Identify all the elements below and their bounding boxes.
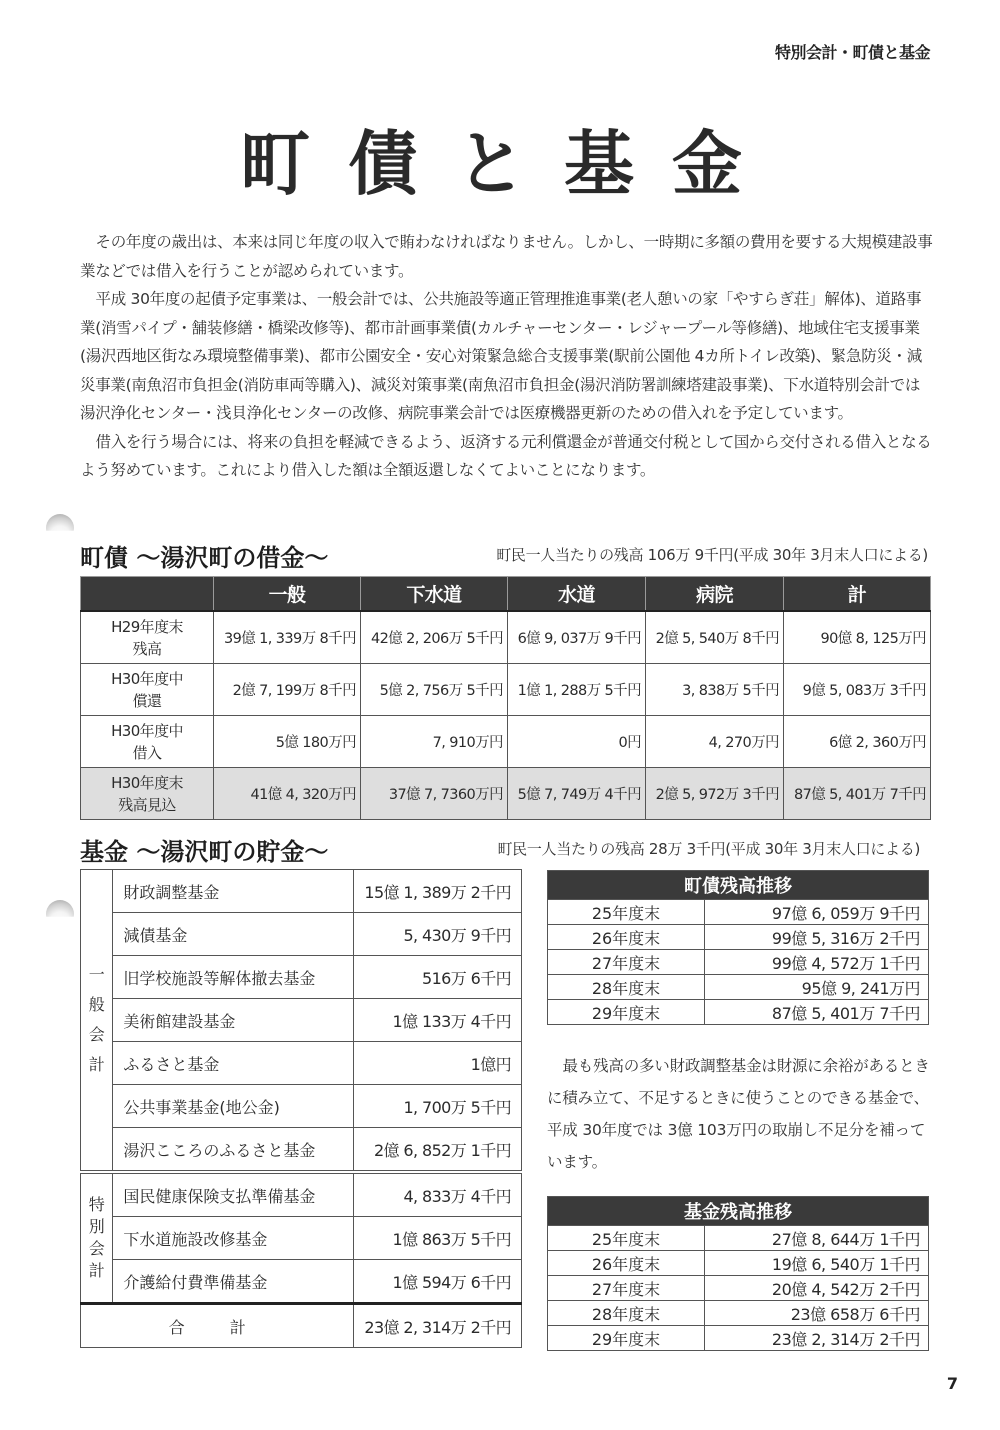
table-row: [81, 1217, 522, 1260]
running-head: 特別会計・町債と基金: [774, 43, 930, 62]
page-title: 町債と基金: [240, 123, 780, 205]
table-row: [81, 999, 522, 1042]
year-cell: 26年度末: [548, 925, 705, 950]
debt-table-header: [81, 577, 931, 612]
fund-name: 美術館建設基金: [113, 999, 354, 1042]
group-label: 特 別 会 計: [81, 1172, 113, 1304]
table-cell: 6億 2, 360万円: [783, 716, 930, 768]
table-row: [548, 1326, 929, 1351]
table-row: [548, 1301, 929, 1326]
fund-value: 1億 594万 6千円: [354, 1260, 522, 1304]
fund-name: ふるさと基金: [113, 1042, 354, 1085]
fund-trend-table: [547, 1196, 929, 1351]
table-cell: 42億 2, 206万 5千円: [360, 611, 507, 664]
table-cell: 2億 7, 199万 8千円: [214, 664, 361, 716]
fund-name: 下水道施設改修基金: [113, 1217, 354, 1260]
fund-value: 15億 1, 389万 2千円: [354, 870, 522, 913]
row-label: H30年度末 残高見込: [81, 768, 214, 820]
table-cell: 6億 9, 037万 9千円: [507, 611, 645, 664]
debt-section-note: 町民一人当たりの残高 106万 9千円(平成 30年 3月末人口による): [496, 546, 928, 564]
fund-value: 1億 133万 4千円: [354, 999, 522, 1042]
table-cell: 0円: [507, 716, 645, 768]
amount-cell: 27億 8, 644万 1千円: [705, 1226, 929, 1251]
year-cell: 27年度末: [548, 950, 705, 975]
table-cell: 2億 5, 972万 3千円: [645, 768, 783, 820]
table-row: [81, 956, 522, 999]
column-header: 一般: [214, 577, 361, 612]
column-header: [81, 577, 214, 612]
fund-name: 公共事業基金(地公金): [113, 1085, 354, 1128]
table-row: [81, 870, 522, 913]
fund-name: 減債基金: [113, 913, 354, 956]
amount-cell: 19億 6, 540万 1千円: [705, 1251, 929, 1276]
amount-cell: 99億 4, 572万 1千円: [705, 950, 929, 975]
table-cell: 3, 838万 5千円: [645, 664, 783, 716]
fund-name: 国民健康保険支払準備基金: [113, 1172, 354, 1217]
row-label: H29年度末 残高: [81, 611, 214, 664]
table-row: [81, 1128, 522, 1173]
fund-value: 1, 700万 5千円: [354, 1085, 522, 1128]
total-value: 23億 2, 314万 2千円: [354, 1304, 522, 1348]
table-cell: 2億 5, 540万 8千円: [645, 611, 783, 664]
amount-cell: 99億 5, 316万 2千円: [705, 925, 929, 950]
amount-cell: 20億 4, 542万 2千円: [705, 1276, 929, 1301]
table-row: [548, 1226, 929, 1251]
row-label: H30年度中 借入: [81, 716, 214, 768]
debt-trend-table: [547, 870, 929, 1025]
debt-section-heading: 町債 〜湯沢町の借金〜: [80, 544, 329, 572]
fund-section-note: 町民一人当たりの残高 28万 3千円(平成 30年 3月末人口による): [497, 840, 920, 858]
table-row: [548, 950, 929, 975]
debt-trend-title: 町債残高推移: [548, 871, 929, 900]
punch-hole-icon: [46, 514, 74, 542]
fund-name: 財政調整基金: [113, 870, 354, 913]
year-cell: 26年度末: [548, 1251, 705, 1276]
year-cell: 27年度末: [548, 1276, 705, 1301]
table-cell: 5億 180万円: [214, 716, 361, 768]
column-header: 下水道: [360, 577, 507, 612]
amount-cell: 87億 5, 401万 7千円: [705, 1000, 929, 1025]
fund-table: [80, 869, 522, 1348]
fund-value: 2億 6, 852万 1千円: [354, 1128, 522, 1173]
amount-cell: 95億 9, 241万円: [705, 975, 929, 1000]
table-row: [81, 768, 931, 820]
fund-name: 介護給付費準備基金: [113, 1260, 354, 1304]
year-cell: 25年度末: [548, 1226, 705, 1251]
table-row: [81, 611, 931, 664]
side-note-text: 最も残高の多い財政調整基金は財源に余裕があるときに積み立て、不足するときに使うことのできる基金で、平成 30年度では 3億 103万円の取崩し不足分を補っています。: [547, 1057, 930, 1171]
table-cell: 9億 5, 083万 3千円: [783, 664, 930, 716]
fund-side-note: [547, 1050, 932, 1178]
column-header: 計: [783, 577, 930, 612]
year-cell: 28年度末: [548, 1301, 705, 1326]
table-row: [81, 1172, 522, 1217]
table-row: [81, 1042, 522, 1085]
year-cell: 28年度末: [548, 975, 705, 1000]
amount-cell: 97億 6, 059万 9千円: [705, 900, 929, 925]
table-row: [548, 1251, 929, 1276]
fund-value: 1億円: [354, 1042, 522, 1085]
table-cell: 41億 4, 320万円: [214, 768, 361, 820]
table-row: [548, 1000, 929, 1025]
year-cell: 25年度末: [548, 900, 705, 925]
table-row: [81, 1085, 522, 1128]
table-cell: 7, 910万円: [360, 716, 507, 768]
group-label: 一 般 会 計: [81, 870, 113, 1173]
table-row: [81, 716, 931, 768]
table-cell: 90億 8, 125万円: [783, 611, 930, 664]
page-number: 7: [946, 1374, 958, 1393]
total-label: 合 計: [81, 1304, 354, 1348]
table-cell: 37億 7, 7360万円: [360, 768, 507, 820]
intro-paragraph: 借入を行う場合には、将来の負担を軽減できるよう、返済する元利償還金が普通交付税として国から交付される借入となるよう努めています。これにより借入した額は全額返還しなくてよいことになります。: [80, 432, 932, 479]
amount-cell: 23億 658万 6千円: [705, 1301, 929, 1326]
column-header: 病院: [645, 577, 783, 612]
table-row: [548, 975, 929, 1000]
fund-value: 516万 6千円: [354, 956, 522, 999]
table-cell: 5億 7, 749万 4千円: [507, 768, 645, 820]
fund-value: 4, 833万 4千円: [354, 1172, 522, 1217]
punch-hole-icon: [46, 900, 74, 928]
intro-paragraph: 平成 30年度の起債予定事業は、一般会計では、公共施設等適正管理推進事業(老人憩いの家「やすらぎ荘」解体)、道路事業(消雪パイプ・舗装修繕・橋梁改修等)、都市計画事業債(カルチャーセンター・レジャープール等修繕)、地域住宅支援事業(湯沢西地区街なみ環境整備事業)、都市公園安全・安心対策緊急総合支援事業(駅前公園他 4カ所トイレ改築)、緊急防災・減災事業(南魚沼市負担金(消防車両等購入)、減災対策事業(南魚沼市負担金(湯沢消防署訓練塔建設事業)、下水道特別会計では湯沢浄化センター・浅貝浄化センターの改修、病院事業会計では医療機器更新のための借入れを予定しています。: [80, 290, 923, 422]
fund-value: 5, 430万 9千円: [354, 913, 522, 956]
table-row: [81, 913, 522, 956]
table-cell: 1億 1, 288万 5千円: [507, 664, 645, 716]
debt-table: [80, 576, 931, 820]
fund-trend-title: 基金残高推移: [548, 1197, 929, 1226]
row-label: H30年度中 償還: [81, 664, 214, 716]
intro-text: [80, 228, 935, 485]
table-cell: 87億 5, 401万 7千円: [783, 768, 930, 820]
table-row: [548, 900, 929, 925]
year-cell: 29年度末: [548, 1000, 705, 1025]
table-row: [548, 925, 929, 950]
fund-name: 旧学校施設等解体撤去基金: [113, 956, 354, 999]
fund-value: 1億 863万 5千円: [354, 1217, 522, 1260]
fund-name: 湯沢こころのふるさと基金: [113, 1128, 354, 1173]
total-row: [81, 1304, 522, 1348]
table-row: [548, 1276, 929, 1301]
amount-cell: 23億 2, 314万 2千円: [705, 1326, 929, 1351]
intro-paragraph: その年度の歳出は、本来は同じ年度の収入で賄わなければなりません。しかし、一時期に多額の費用を要する大規模建設事業などでは借入を行うことが認められています。: [80, 233, 933, 280]
table-cell: 4, 270万円: [645, 716, 783, 768]
column-header: 水道: [507, 577, 645, 612]
table-row: [81, 1260, 522, 1304]
year-cell: 29年度末: [548, 1326, 705, 1351]
table-row: [81, 664, 931, 716]
fund-section-heading: 基金 〜湯沢町の貯金〜: [80, 838, 329, 866]
table-cell: 39億 1, 339万 8千円: [214, 611, 361, 664]
table-cell: 5億 2, 756万 5千円: [360, 664, 507, 716]
